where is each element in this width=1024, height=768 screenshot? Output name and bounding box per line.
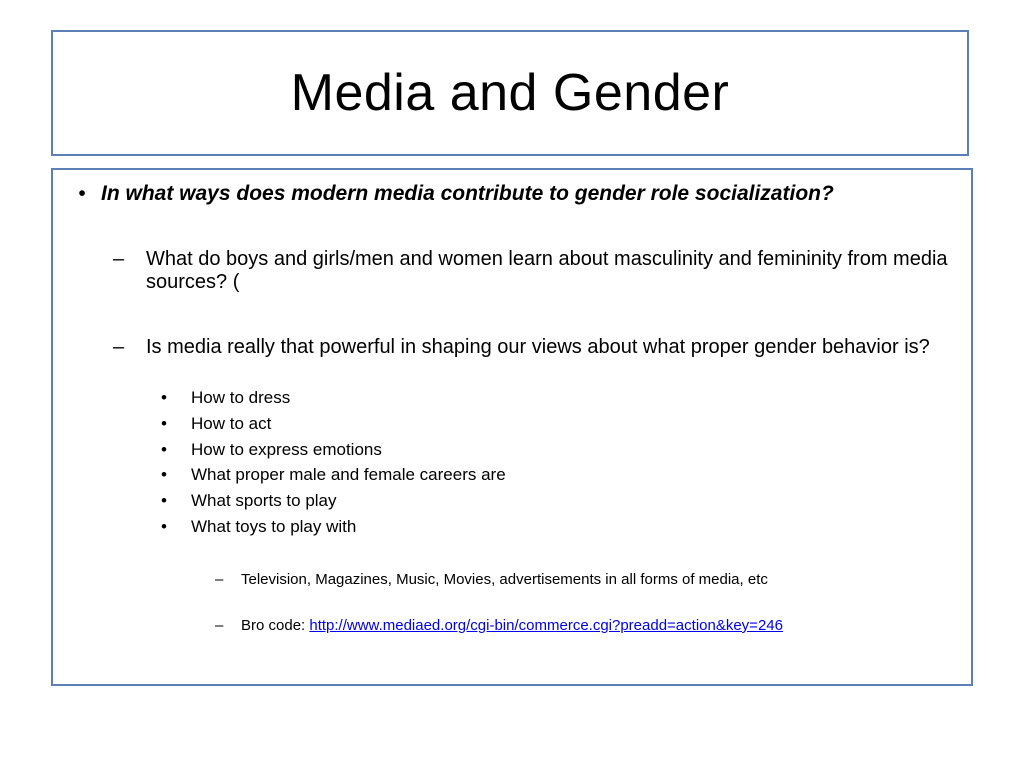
sub-question-1 xyxy=(113,248,953,294)
bullet-marker: • xyxy=(161,491,167,510)
bro-code-link[interactable]: http://www.mediaed.org/cgi-bin/commerce.cgi?preadd=action&key=246 xyxy=(309,617,783,634)
dash-marker: – xyxy=(113,248,125,270)
behavior-item xyxy=(161,414,271,434)
behavior-item xyxy=(161,517,356,537)
slide-title: Media and Gender xyxy=(290,64,730,122)
behavior-item xyxy=(161,388,290,408)
title-placeholder xyxy=(51,30,969,156)
bullet-marker: • xyxy=(161,517,167,536)
sub-question-text: What do boys and girls/men and women learn about masculinity and femininity from media sources? ( xyxy=(146,248,948,293)
dash-marker: – xyxy=(113,336,125,358)
behavior-item xyxy=(161,440,382,460)
content-placeholder xyxy=(51,168,973,686)
behavior-text: What toys to play with xyxy=(191,517,357,536)
behavior-text: What sports to play xyxy=(191,491,337,510)
sub-question-text: Is media really that powerful in shaping our views about what proper gender behavior is? xyxy=(146,336,930,358)
bullet-marker: • xyxy=(161,465,167,484)
sub-question-2 xyxy=(113,336,953,359)
dash-marker: – xyxy=(215,617,224,634)
behavior-item xyxy=(161,491,337,511)
dash-marker: – xyxy=(215,571,224,588)
behavior-text: How to dress xyxy=(191,388,291,407)
bullet-marker: • xyxy=(78,182,86,205)
bro-code-label: Bro code: xyxy=(241,617,310,634)
behavior-text: How to express emotions xyxy=(191,440,382,459)
bullet-marker: • xyxy=(161,414,167,433)
bullet-marker: • xyxy=(161,388,167,407)
bullet-marker: • xyxy=(161,440,167,459)
bro-code-note xyxy=(215,617,783,634)
main-bullet xyxy=(63,182,834,206)
bro-code-line xyxy=(241,617,783,634)
behavior-text: How to act xyxy=(191,414,272,433)
media-types-text: Television, Magazines, Music, Movies, advertisements in all forms of media, etc xyxy=(241,571,768,588)
main-question: In what ways does modern media contribute to gender role socialization? xyxy=(101,182,834,205)
media-types-note xyxy=(215,571,768,588)
behavior-text: What proper male and female careers are xyxy=(191,465,506,484)
behavior-item xyxy=(161,465,506,485)
